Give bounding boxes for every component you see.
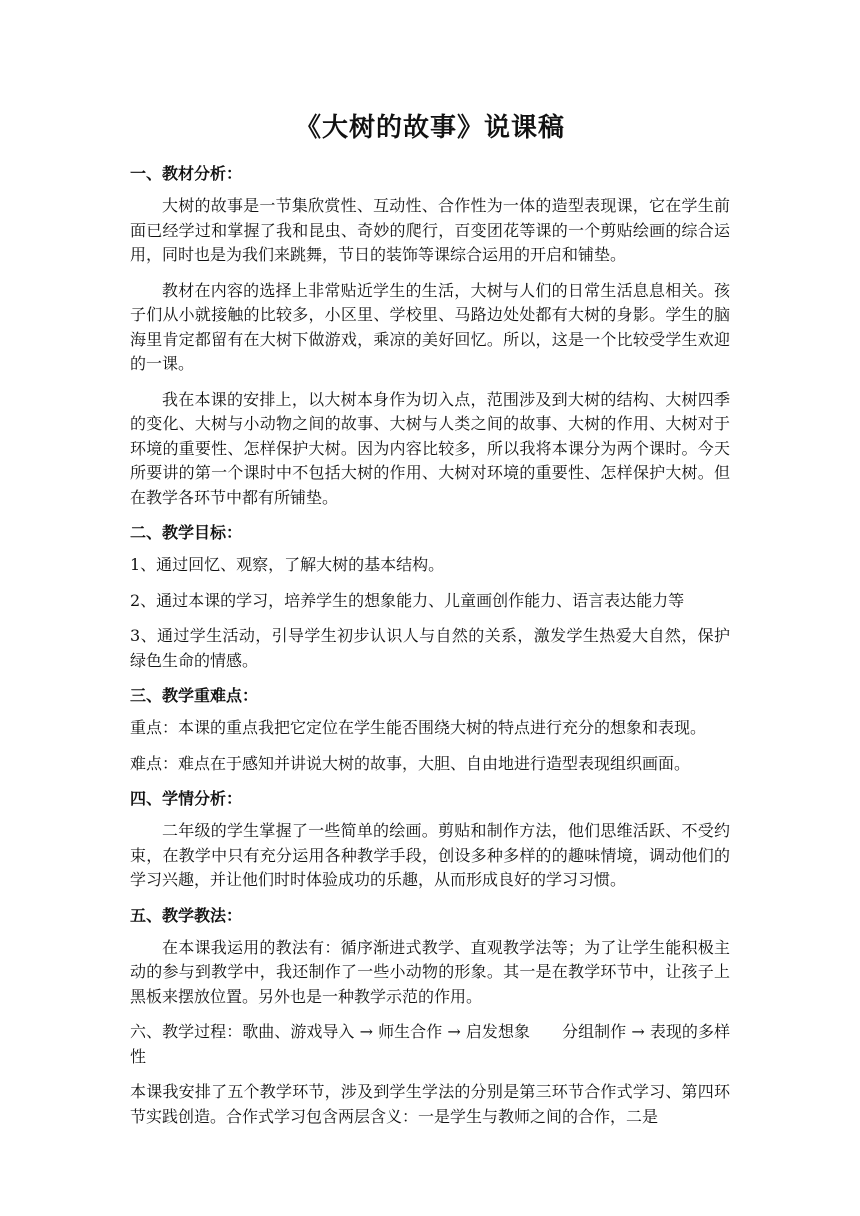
paragraph: 大树的故事是一节集欣赏性、互动性、合作性为一体的造型表现课，它在学生前面已经学过和掌握了我和昆虫、奇妙的爬行，百变团花等课的一个剪贴绘画的综合运用，同时也是为我们来跳舞，节日的装饰等课综合运用的开启和铺垫。 — [130, 196, 730, 264]
section-heading-teaching-goals: 二、教学目标： — [130, 523, 243, 542]
key-point: 重点：本课的重点我把它定位在学生能否围绕大树的特点进行充分的想象和表现。 — [130, 718, 707, 737]
paragraph: 本课我安排了五个教学环节，涉及到学生学法的分别是第三环节合作式学习、第四环节实践创造。合作式学习包含两层含义：一是学生与教师之间的合作，二是 — [130, 1082, 730, 1126]
difficult-point: 难点：难点在于感知并讲说大树的故事，大胆、自由地进行造型表现组织画面。 — [130, 753, 691, 773]
goal-item: 3、通过学生活动，引导学生初步认识人与自然的关系，激发学生热爱大自然，保护绿色生命的情感。 — [130, 626, 730, 670]
document-title: 《大树的故事》说课稿 — [294, 113, 565, 143]
paragraph: 教材在内容的选择上非常贴近学生的生活，大树与人们的日常生活息息相关。孩子们从小就接触的比较多，小区里、学校里、马路边处处都有大树的身影。学生的脑海里肯定都留有在大树下做游戏，乘凉的美好回忆。所以，这是一个比较受学生欢迎的一课。 — [130, 280, 730, 373]
section-heading-key-points: 三、教学重难点： — [130, 686, 259, 705]
goal-item: 2、通过本课的学习，培养学生的想象能力、儿童画创作能力、语言表达能力等 — [130, 590, 685, 610]
section-heading-teaching-methods: 五、教学教法： — [130, 905, 243, 925]
paragraph: 二年级的学生掌握了一些简单的绘画。剪贴和制作方法，他们思维活跃、不受约束，在教学中只有充分运用各种教学手段，创设多种多样的的趣味情境，调动他们的学习兴趣，并让他们时时体验成功的乐趣，从而形成良好的学习习惯。 — [130, 821, 730, 889]
document-page — [130, 108, 730, 1140]
paragraph: 我在本课的安排上，以大树本身作为切入点，范围涉及到大树的结构、大树四季的变化、大树与小动物之间的故事、大树与人类之间的故事、大树的作用、大树对于环境的重要性、怎样保护大树。因为内容比较多，所以我将本课分为两个课时。今天所要讲的第一个课时中不包括大树的作用、大树对环境的重要性、怎样保护大树。但在教学各环节中都有所铺垫。 — [130, 389, 730, 507]
section-heading-student-analysis: 四、学情分析： — [130, 789, 243, 808]
section-heading-teaching-process: 六、教学过程：歌曲、游戏导入 → 师生合作 → 启发想象 分组制作 → 表现的多样性 — [130, 1022, 730, 1066]
goal-item: 1、通过回忆、观察，了解大树的基本结构。 — [130, 555, 445, 574]
paragraph: 在本课我运用的教法有：循序渐进式教学、直观教学法等；为了让学生能积极主动的参与到教学中，我还制作了一些小动物的形象。其一是在教学环节中，让孩子上黑板来摆放位置。另外也是一种教学示范的作用。 — [130, 937, 730, 1006]
section-heading-textbook-analysis: 一、教材分析： — [130, 164, 243, 183]
